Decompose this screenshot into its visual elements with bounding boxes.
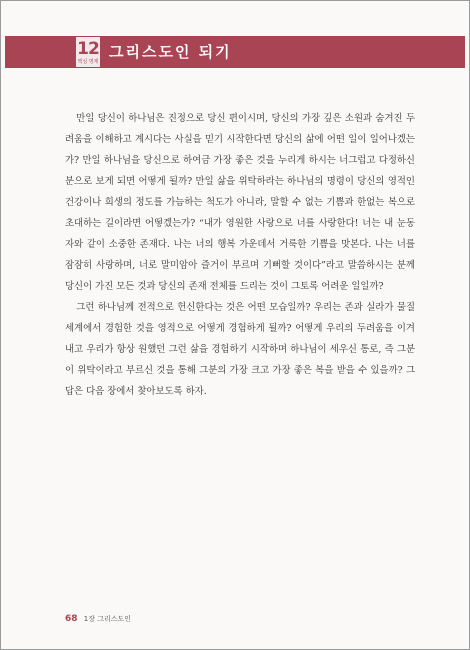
running-title: 1장 그리스도인 bbox=[83, 615, 132, 623]
chapter-badge bbox=[75, 36, 101, 68]
paragraph-1: 만일 당신이 하나님은 진정으로 당신 편이시며, 당신의 가장 깊은 소원과 숨겨진 두려움을 이해하고 계시다는 사실을 믿기 시작한다면 당신의 삶에 어떤 일이 일어나겠는가? 만일 하나님을 당신으로 하여금 가장 좋은 것을 누리게 하시는 너그럽고 다정하신 분으로 보게 되면 어떻게 될까? 만일 삶을 위탁하라는 하나님의 명령이 당신의 영적인 건강이나 희생의 정도를 가늠하는 척도가 아니라, 말할 수 없는 기쁨과 한없는 복으로 초대하는 길이라면 어떻겠는가? “내가 영원한 사랑으로 너를 사랑한다! 너는 내 눈동자와 같이 소중한 존재다. 나는 너의 행복 가운데서 거룩한 기쁨을 맛본다. 나는 너를 잠잠히 사랑하며, 너로 말미암아 즐거이 부르며 기뻐할 것이다”라고 말씀하시는 분께 당신이 가진 모든 것과 당신의 존재 전체를 드리는 것이 그토록 어려운 일일까? bbox=[65, 113, 415, 292]
page-footer bbox=[65, 613, 131, 625]
body-text bbox=[65, 108, 415, 402]
chapter-title: 그리스도인 되기 bbox=[109, 43, 232, 61]
chapter-header-band bbox=[5, 36, 465, 68]
chapter-number: 12 bbox=[77, 39, 99, 59]
paragraph-2: 그런 하나님께 전적으로 헌신한다는 것은 어떤 모습일까? 우리는 존과 실라가 물질 세계에서 경험한 것을 영적으로 어떻게 경험하게 될까? 어떻게 우리의 두려움을 이겨내고 우리가 항상 원했던 그런 삶을 경험하기 시작하며 하나님이 세우신 통로, 즉 그분이 위탁이라고 부르신 것을 통해 그분의 가장 크고 가장 좋은 복을 받을 수 있을까? 그 답은 다음 장에서 찾아보도록 하자. bbox=[65, 302, 415, 397]
page-number: 68 bbox=[65, 614, 78, 624]
chapter-sub-label: 핵심 명제 bbox=[77, 59, 99, 65]
